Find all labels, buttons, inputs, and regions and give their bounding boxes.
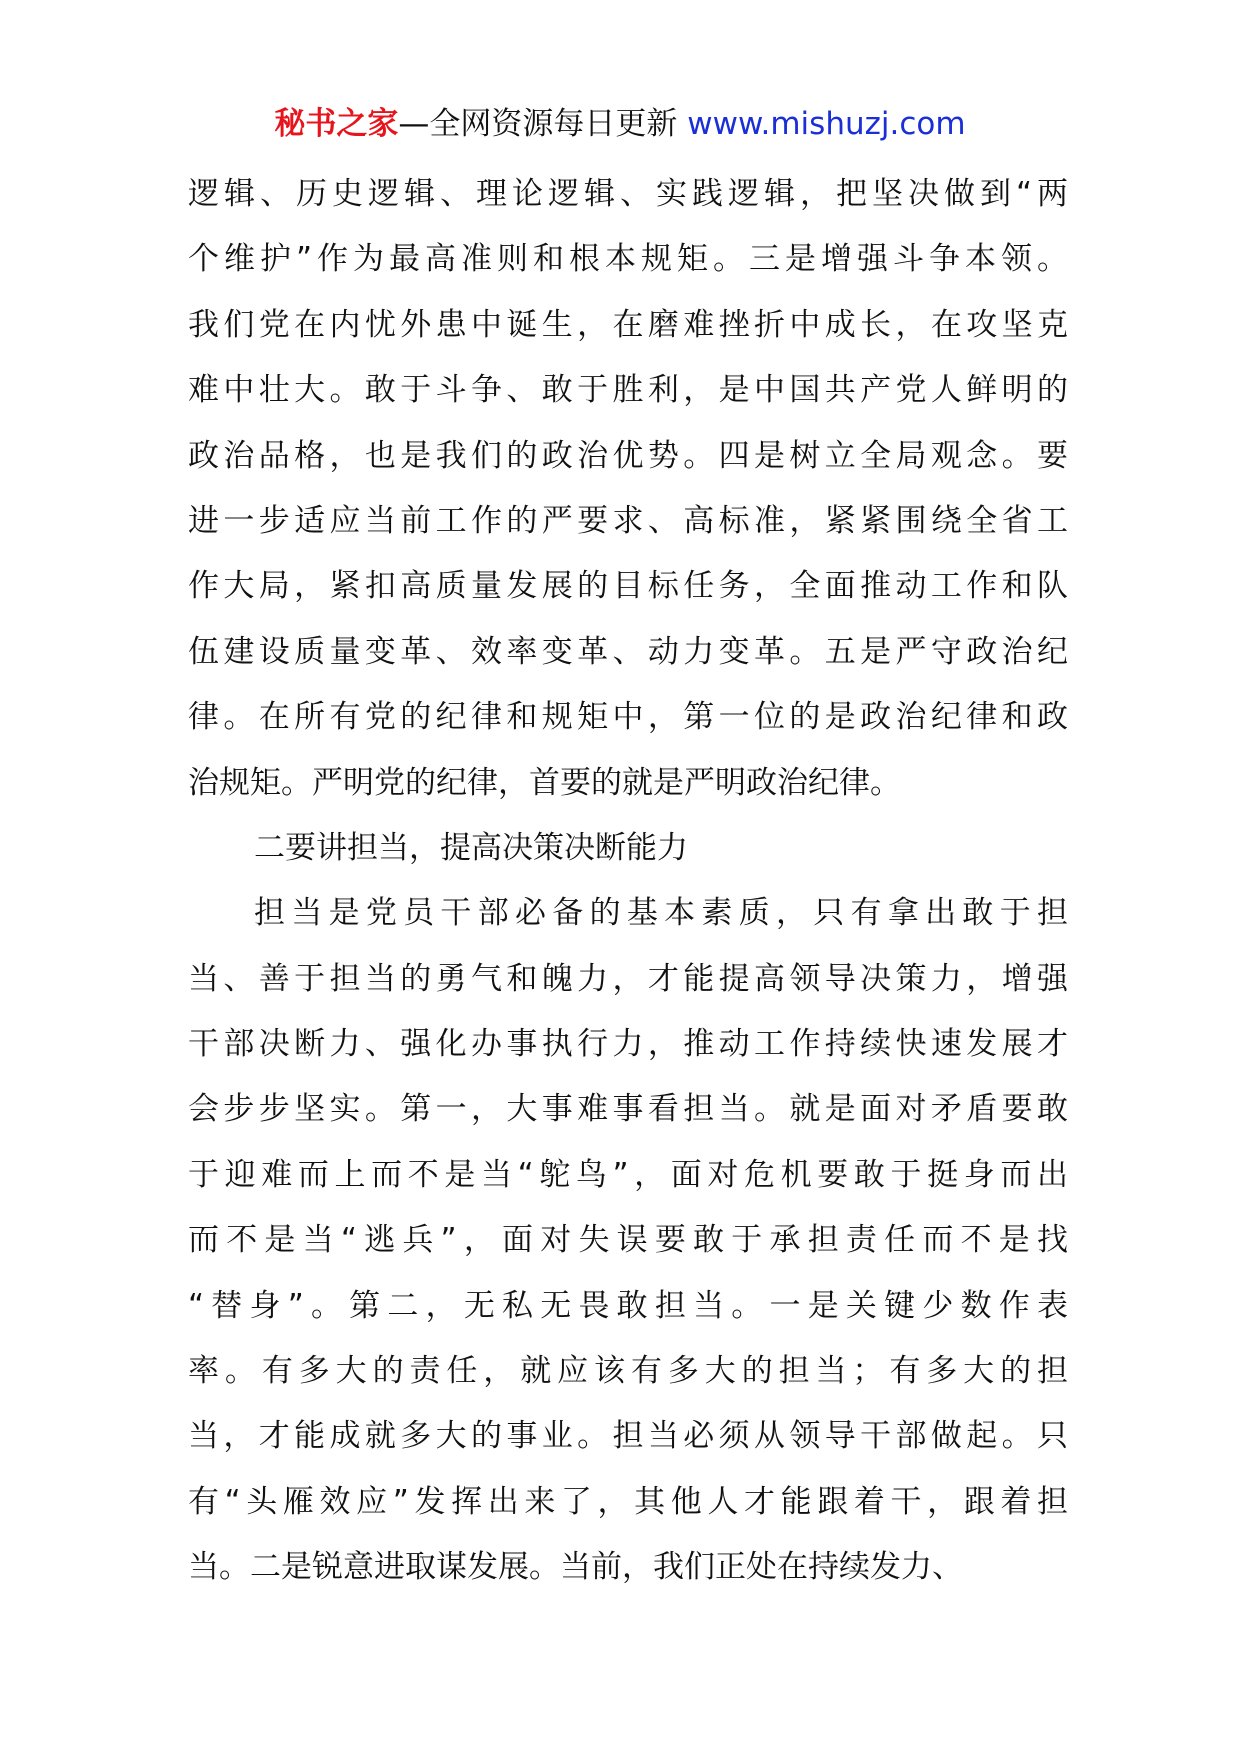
text-line: 治规矩。严明党的纪律，首要的就是严明政治纪律。	[188, 764, 901, 801]
text-line: 担当是党员干部必备的基本素质，只有拿出敢于担	[254, 895, 1068, 932]
text-line: 作大局，紧扣高质量发展的目标任务，全面推动工作和队	[188, 568, 1068, 605]
document-body	[188, 162, 1068, 1601]
text-line: 进一步适应当前工作的严要求、高标准，紧紧围绕全省工	[188, 502, 1068, 539]
brand-name: 秘书之家	[274, 106, 399, 142]
text-line: 律。在所有党的纪律和规矩中，第一位的是政治纪律和政	[188, 699, 1068, 736]
text-line: 干部决断力、强化办事执行力，推动工作持续快速发展才	[188, 1026, 1068, 1063]
text-line: 伍建设质量变革、效率变革、动力变革。五是严守政治纪	[188, 633, 1068, 670]
text-line: 会步步坚实。第一，大事难事看担当。就是面对矛盾要敢	[188, 1091, 1068, 1128]
text-line: 当。二是锐意进取谋发展。当前，我们正处在持续发力、	[188, 1549, 963, 1586]
text-line: 政治品格，也是我们的政治优势。四是树立全局观念。要	[188, 437, 1068, 474]
header-tagline: —全网资源每日更新	[398, 106, 688, 142]
text-line: 而不是当“逃兵”，面对失误要敢于承担责任而不是找	[188, 1222, 1068, 1259]
text-line: 个维护”作为最高准则和根本规矩。三是增强斗争本领。	[188, 241, 1068, 278]
text-line: 我们党在内忧外患中诞生，在磨难挫折中成长，在攻坚克	[188, 306, 1068, 343]
text-line: 逻辑、历史逻辑、理论逻辑、实践逻辑，把坚决做到“两	[188, 176, 1068, 212]
text-line: 于迎难而上而不是当“鸵鸟”，面对危机要敢于挺身而出	[188, 1156, 1068, 1193]
text-line: 难中壮大。敢于斗争、敢于胜利，是中国共产党人鲜明的	[188, 372, 1068, 409]
text-line: 有“头雁效应”发挥出来了，其他人才能跟着干，跟着担	[188, 1483, 1068, 1520]
text-line: 率。有多大的责任，就应该有多大的担当；有多大的担	[188, 1353, 1068, 1390]
website-link[interactable]: www.mishuzj.com	[687, 106, 966, 142]
page-header	[0, 100, 1240, 148]
section-heading: 二要讲担当，提高决策决断能力	[254, 829, 688, 866]
text-line: 当、善于担当的勇气和魄力，才能提高领导决策力，增强	[188, 960, 1068, 997]
text-line: 当，才能成就多大的事业。担当必须从领导干部做起。只	[188, 1418, 1068, 1455]
text-line: “替身”。第二，无私无畏敢担当。一是关键少数作表	[188, 1287, 1068, 1324]
